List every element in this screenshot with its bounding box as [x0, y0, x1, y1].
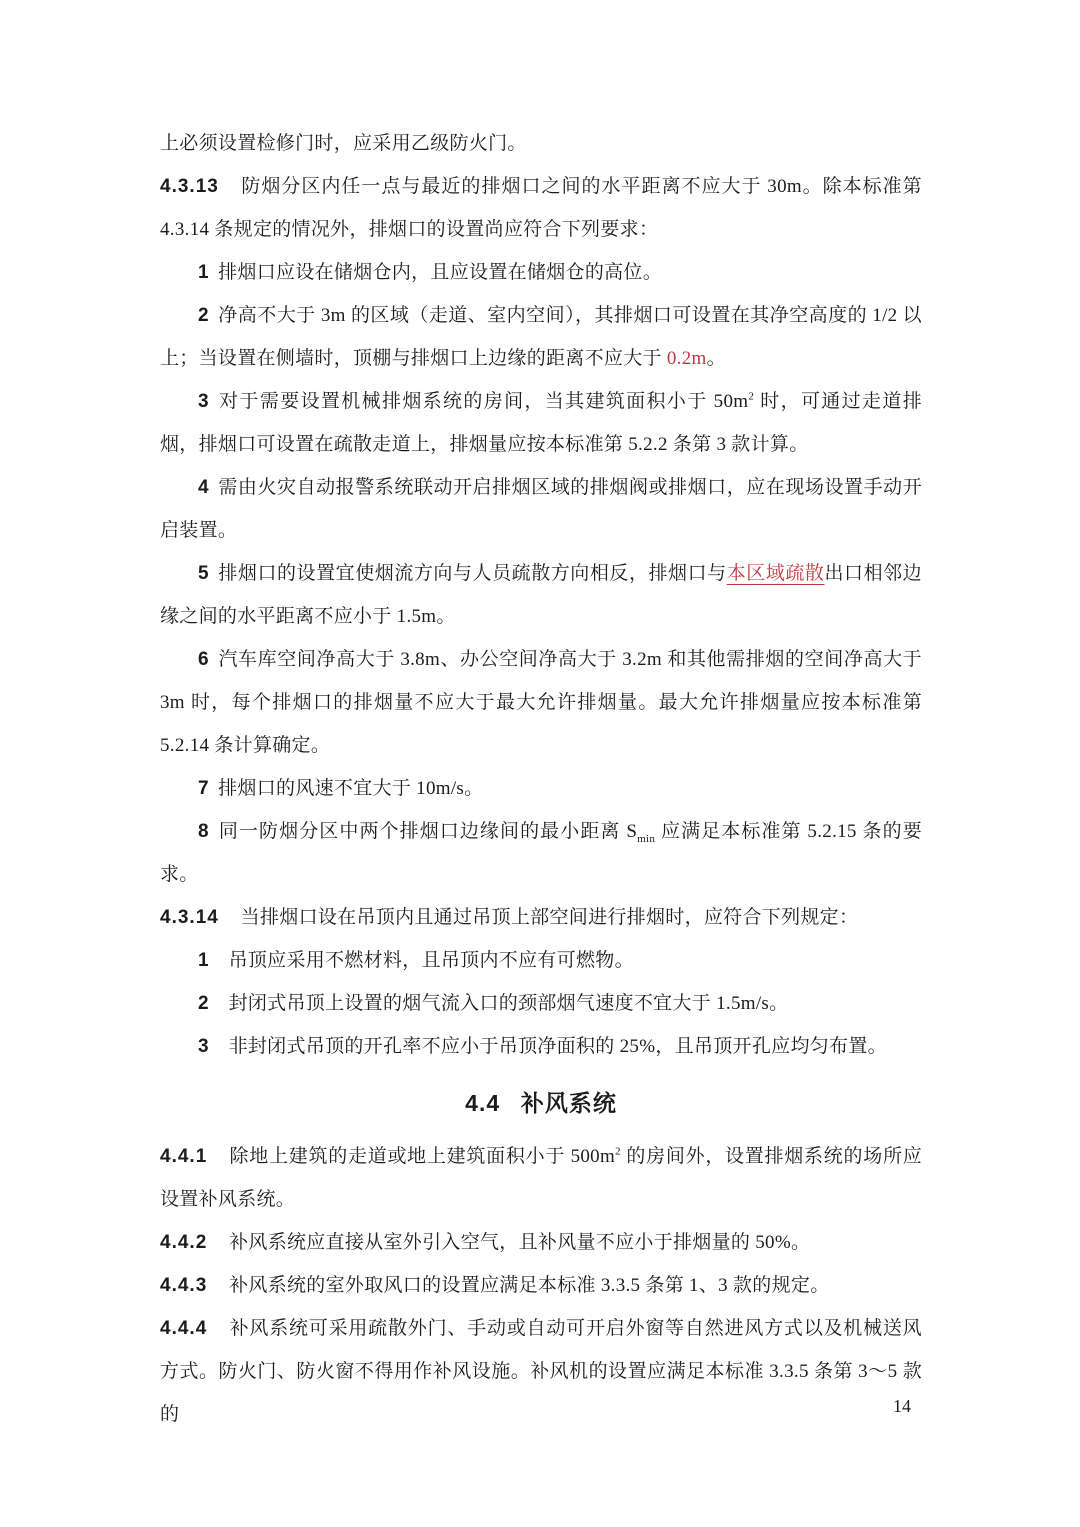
text-segment: 当排烟口设在吊顶内且通过吊顶上部空间进行排烟时，应符合下列规定： [240, 907, 859, 928]
section-heading-number: 4.4 [465, 1090, 501, 1116]
clause-number: 5 [198, 563, 210, 584]
clause-2 [160, 294, 922, 380]
clause-3 [160, 380, 922, 466]
text-segment: 补风系统的室外取风口的设置应满足本标准 3.3.5 条第 1、3 款的规定。 [229, 1275, 830, 1296]
text-segment: 排烟口应设在储烟仓内，且应设置在储烟仓的高位。 [218, 262, 663, 283]
document-body [160, 122, 922, 1436]
text-segment: 同一防烟分区中两个排烟口边缘间的最小距离 S [218, 821, 638, 842]
text-segment-red: 0.2m [666, 348, 707, 369]
text-segment: 封闭式吊顶上设置的烟气流入口的颈部烟气速度不宜大于 1.5m/s。 [228, 993, 789, 1014]
section-heading-title: 补风系统 [520, 1090, 617, 1116]
clause-number: 6 [198, 649, 210, 670]
text-segment-sub: min [637, 832, 656, 845]
clause-8 [160, 810, 922, 896]
clause-4-3-13 [160, 165, 922, 251]
text-segment: 。 [706, 348, 726, 369]
clause-number: 1 [198, 950, 210, 971]
clause-number: 4.4.2 [160, 1232, 208, 1253]
clause-number: 2 [198, 305, 210, 326]
clause-4-4-1 [160, 1135, 922, 1221]
clause-2 [160, 982, 922, 1025]
clause-4-4-4 [160, 1307, 922, 1436]
clause-3 [160, 1025, 922, 1068]
clause-number: 1 [198, 262, 210, 283]
text-segment: 上必须设置检修门时，应采用乙级防火门。 [160, 133, 527, 154]
text-segment: 非封闭式吊顶的开孔率不应小于吊顶净面积的 25%，且吊顶开孔应均匀布置。 [228, 1036, 887, 1057]
clause-number: 4.4.4 [160, 1318, 208, 1339]
clause-4-3-14 [160, 896, 922, 939]
text-segment: 吊顶应采用不燃材料，且吊顶内不应有可燃物。 [228, 950, 634, 971]
text-segment: 补风系统应直接从室外引入空气，且补风量不应小于排烟量的 50%。 [229, 1232, 811, 1253]
page-number: 14 [893, 1396, 911, 1416]
clause-number: 3 [198, 1036, 210, 1057]
clause-number: 4.3.13 [160, 176, 219, 197]
text-segment-sup: 2 [748, 390, 755, 403]
text-segment: 对于需要设置机械排烟系统的房间，当其建筑面积小于 50m [218, 391, 749, 412]
clause-number: 3 [198, 391, 210, 412]
clause-6 [160, 638, 922, 767]
text-segment: 防烟分区内任一点与最近的排烟口之间的水平距离不应大于 30m。除本标准第 4.3.14 条规定的情况外，排烟口的设置尚应符合下列要求： [160, 176, 922, 240]
clause-number: 7 [198, 778, 210, 799]
clause-number: 4.4.3 [160, 1275, 208, 1296]
clause-4-4-3 [160, 1264, 922, 1307]
text-segment: 时，可通过走道排烟，排烟口可设置在疏散走道上，排烟量应按本标准第 5.2.2 条第 3 款计算。 [160, 391, 923, 455]
section-heading [160, 1082, 922, 1125]
text-segment: 除地上建筑的走道或地上建筑面积小于 500m [229, 1146, 616, 1167]
text-segment: 汽车库空间净高大于 3.8m、办公空间净高大于 3.2m 和其他需排烟的空间净高大于 3m 时，每个排烟口的排烟量不应大于最大允许排烟量。最大允许排烟量应按本标准第 5.2.14 条计算确定。 [160, 649, 922, 756]
clause-number: 4.4.1 [160, 1146, 208, 1167]
text-segment: 补风系统可采用疏散外门、手动或自动可开启外窗等自然进风方式以及机械送风方式。防火门、防火窗不得用作补风设施。补风机的设置应满足本标准 3.3.5 条第 3～5 款的 [160, 1318, 922, 1425]
text-segment: 净高不大于 3m 的区域（走道、室内空间），其排烟口可设置在其净空高度的 1/2 以上；当设置在侧墙时，顶棚与排烟口上边缘的距离不应大于 [160, 305, 922, 369]
clause-number: 4 [198, 477, 210, 498]
clause-4-4-2 [160, 1221, 922, 1264]
clause-1 [160, 939, 922, 982]
text-segment-red-underline: 本区域疏散 [726, 563, 825, 584]
text-segment: 需由火灾自动报警系统联动开启排烟区域的排烟阀或排烟口，应在现场设置手动开启装置。 [160, 477, 922, 541]
text-segment: 应满足本标准第 5.2.15 条的要求。 [160, 821, 923, 885]
clause-number: 8 [198, 821, 210, 842]
text-segment-sup: 2 [615, 1145, 621, 1158]
clause-number: 4.3.14 [160, 907, 219, 928]
text-segment: 排烟口的风速不宜大于 10m/s。 [218, 778, 484, 799]
text-segment: 的房间外，设置排烟系统的场所应设置补风系统。 [160, 1146, 922, 1210]
clause-1 [160, 251, 922, 294]
clause-4 [160, 466, 922, 552]
paragraph [160, 122, 922, 165]
text-segment: 出口相邻边缘之间的水平距离不应小于 1.5m。 [160, 563, 922, 627]
clause-5 [160, 552, 922, 638]
text-segment: 排烟口的设置宜使烟流方向与人员疏散方向相反，排烟口与 [218, 563, 727, 584]
clause-7 [160, 767, 922, 810]
clause-number: 2 [198, 993, 210, 1014]
